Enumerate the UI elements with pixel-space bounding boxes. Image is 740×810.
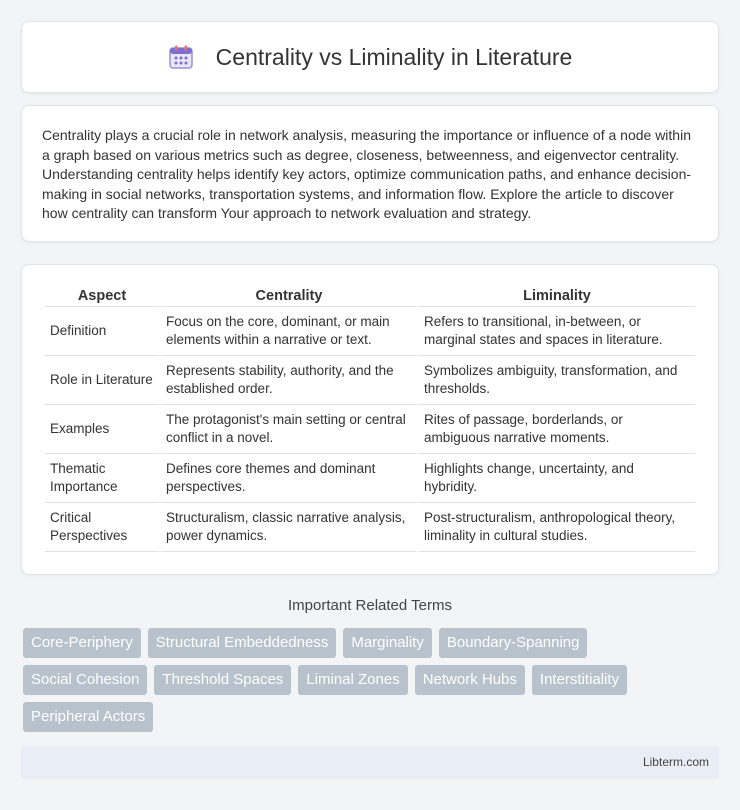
- table-row: [45, 503, 695, 552]
- comparison-card: [21, 264, 719, 575]
- intro-card: [21, 105, 719, 242]
- row-liminality: Post-structuralism, anthropological theory, liminality in cultural studies.: [419, 503, 695, 552]
- tag-row: [23, 665, 723, 695]
- row-liminality: Highlights change, uncertainty, and hybridity.: [419, 454, 695, 503]
- tag-structural-embeddedness[interactable]: Structural Embeddedness: [148, 628, 337, 658]
- row-centrality: Structuralism, classic narrative analysis, power dynamics.: [161, 503, 417, 552]
- related-terms: [23, 628, 723, 739]
- title-card: [21, 21, 719, 93]
- row-liminality: Refers to transitional, in-between, or marginal states and spaces in literature.: [419, 307, 695, 356]
- table-row: [45, 356, 695, 405]
- tag-network-hubs[interactable]: Network Hubs: [415, 665, 525, 695]
- tag-marginality[interactable]: Marginality: [343, 628, 432, 658]
- row-aspect: Role in Literature: [45, 356, 159, 405]
- tag-interstitiality[interactable]: Interstitiality: [532, 665, 627, 695]
- tag-core-periphery[interactable]: Core-Periphery: [23, 628, 141, 658]
- tag-row: [23, 628, 723, 658]
- row-liminality: Rites of passage, borderlands, or ambiguous narrative moments.: [419, 405, 695, 454]
- row-centrality: The protagonist's main setting or central conflict in a novel.: [161, 405, 417, 454]
- calendar-icon: [168, 44, 194, 70]
- row-centrality: Focus on the core, dominant, or main elements within a narrative or text.: [161, 307, 417, 356]
- header-centrality: Centrality: [161, 285, 417, 307]
- intro-paragraph: Centrality plays a crucial role in network analysis, measuring the importance or influence of a node within a graph based on various metrics such as degree, closeness, betweenness, and eigenvector centrality. Understanding centrality helps identify key actors, optimize communication paths, and enhance decision-making in social networks, transportation systems, and information flow. Explore the article to discover how centrality can transform Your approach to network evaluation and strategy.: [42, 127, 692, 222]
- page-title: Centrality vs Liminality in Literature: [215, 43, 573, 70]
- tag-liminal-zones[interactable]: Liminal Zones: [298, 665, 407, 695]
- comparison-table: [43, 285, 697, 552]
- tag-threshold-spaces[interactable]: Threshold Spaces: [154, 665, 291, 695]
- row-aspect: Critical Perspectives: [45, 503, 159, 552]
- table-row: [45, 405, 695, 454]
- table-row: [45, 454, 695, 503]
- table-row: [45, 307, 695, 356]
- footer: [21, 746, 719, 779]
- tag-social-cohesion[interactable]: Social Cohesion: [23, 665, 147, 695]
- table-header-row: [45, 285, 695, 307]
- related-terms-title: Important Related Terms: [288, 597, 452, 614]
- row-aspect: Definition: [45, 307, 159, 356]
- footer-site-link[interactable]: Libterm.com: [642, 755, 709, 769]
- header-aspect: Aspect: [45, 285, 159, 307]
- row-aspect: Examples: [45, 405, 159, 454]
- row-centrality: Defines core themes and dominant perspectives.: [161, 454, 417, 503]
- tag-boundary-spanning[interactable]: Boundary-Spanning: [439, 628, 588, 658]
- row-aspect: Thematic Importance: [45, 454, 159, 503]
- row-liminality: Symbolizes ambiguity, transformation, and thresholds.: [419, 356, 695, 405]
- tag-row: [23, 702, 723, 732]
- header-liminality: Liminality: [419, 285, 695, 307]
- tag-peripheral-actors[interactable]: Peripheral Actors: [23, 702, 153, 732]
- row-centrality: Represents stability, authority, and the established order.: [161, 356, 417, 405]
